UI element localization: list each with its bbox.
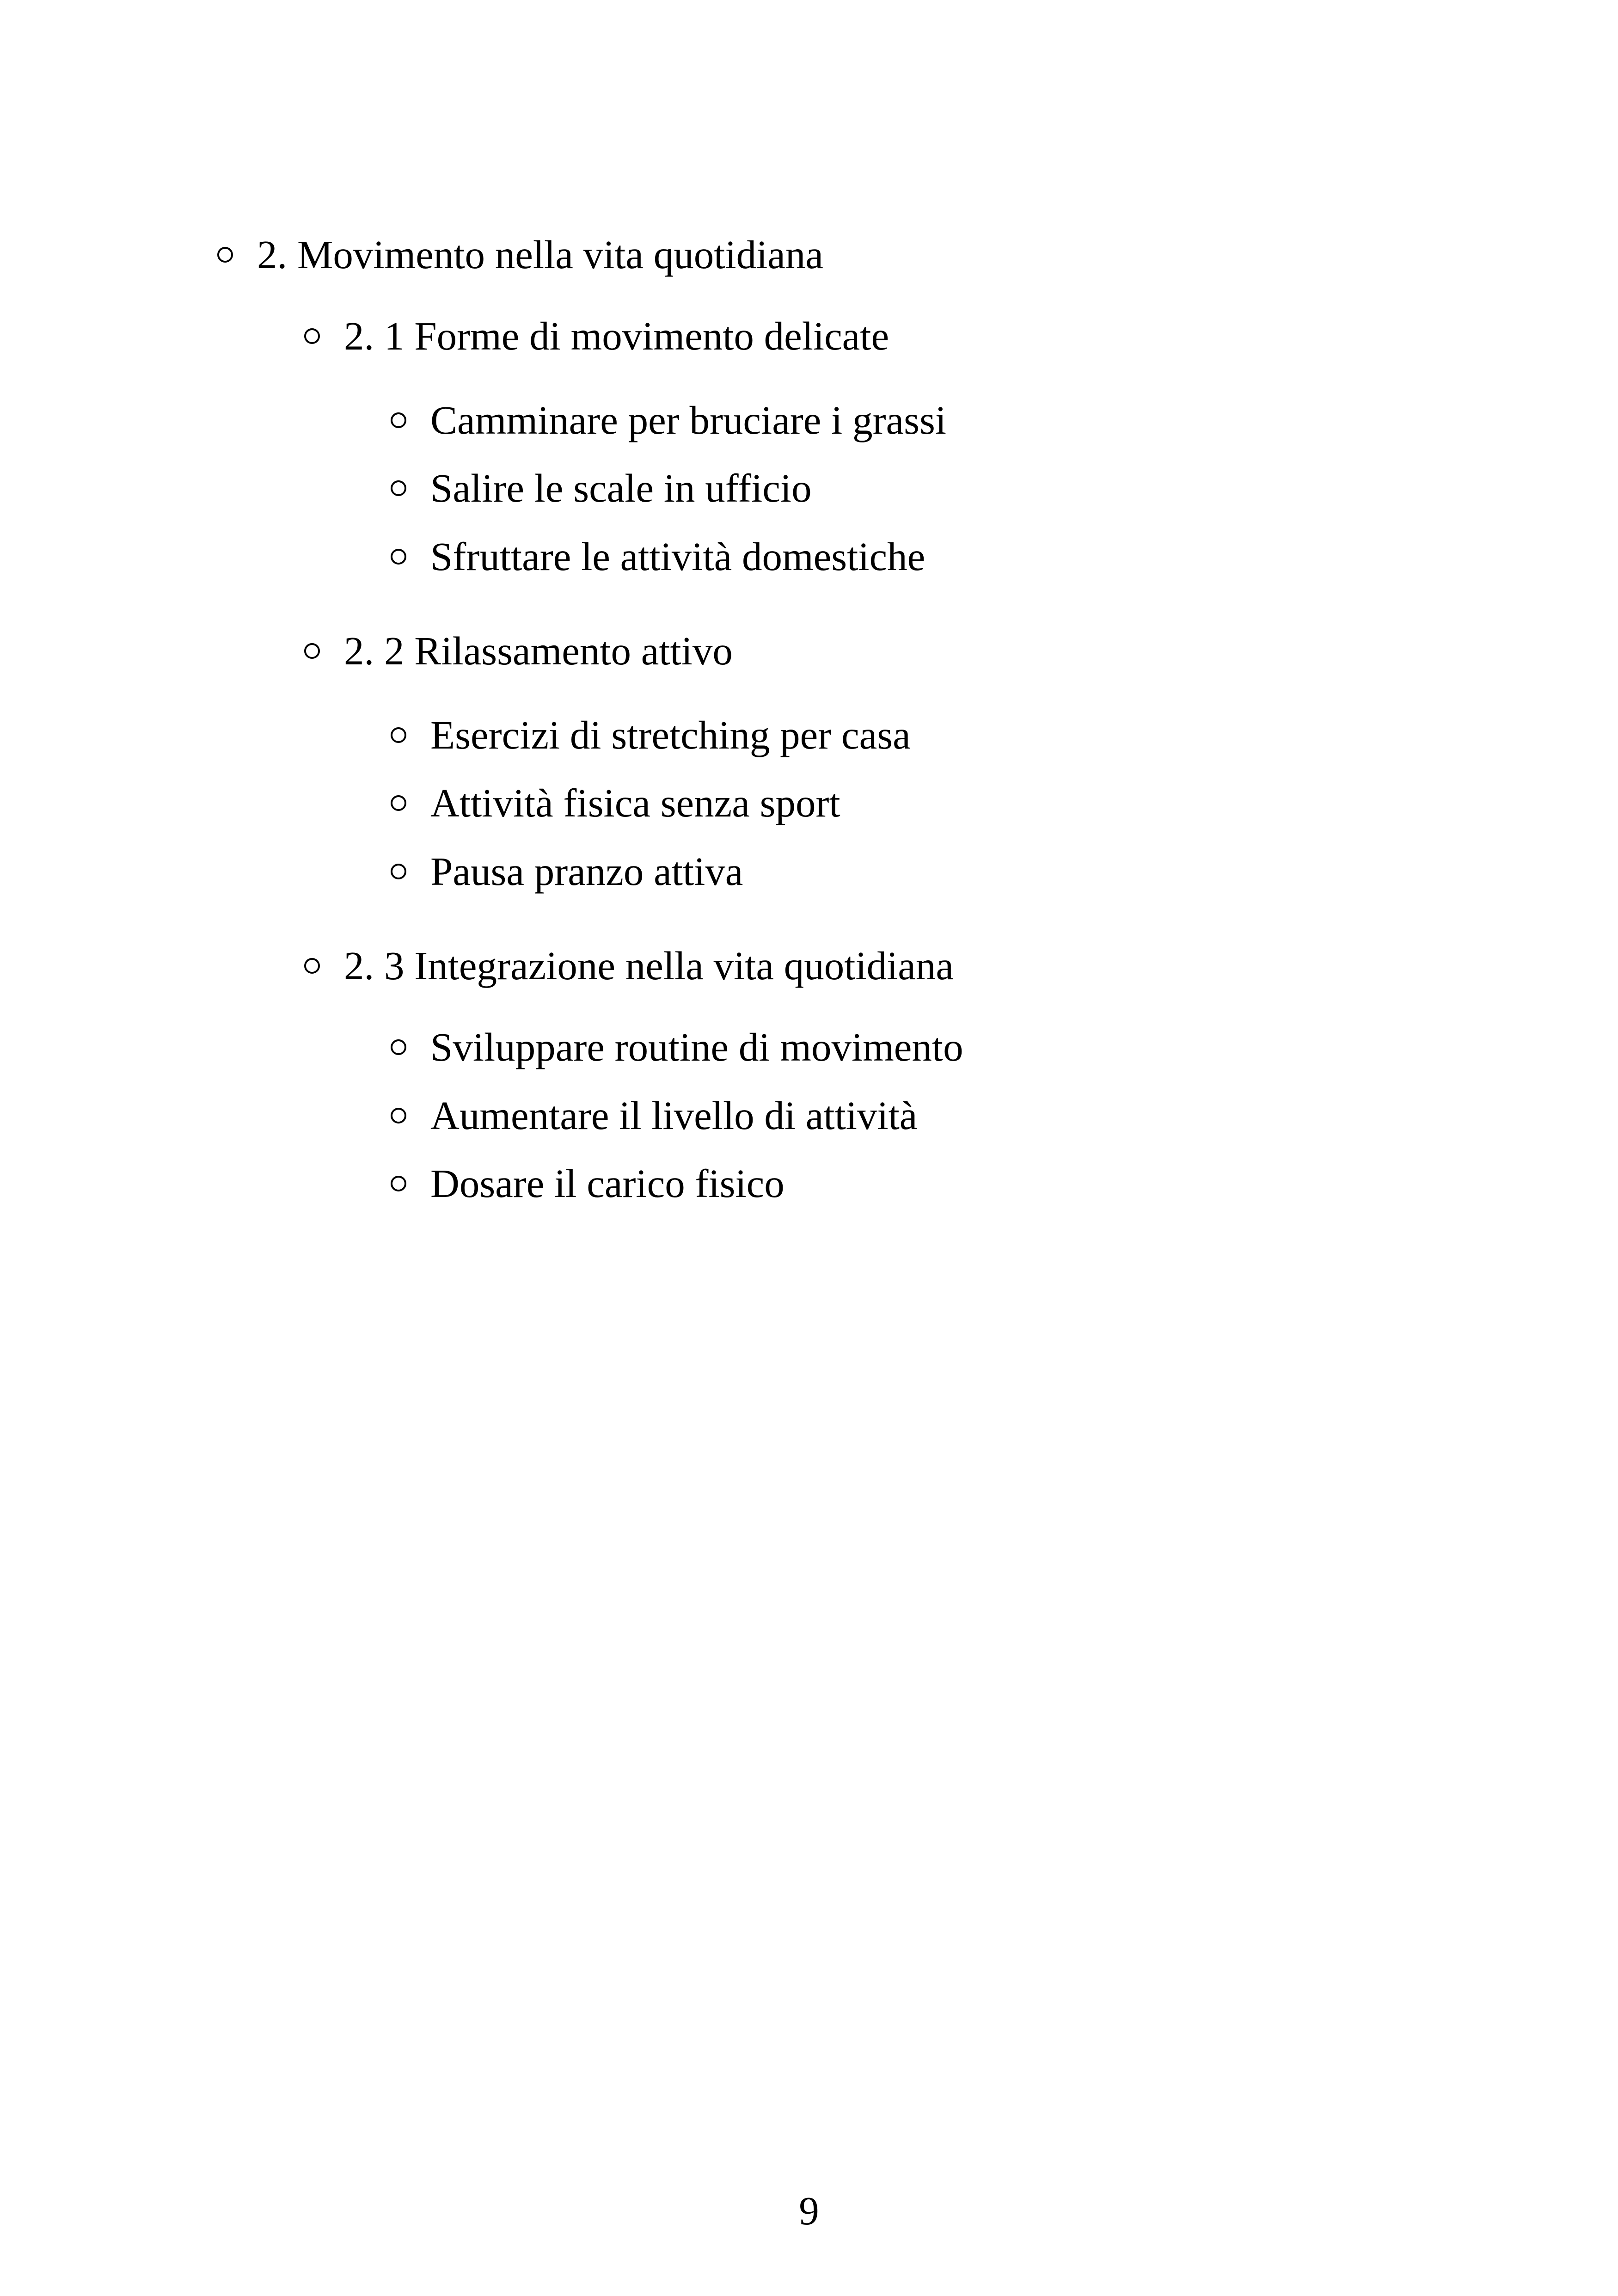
hollow-circle-bullet-icon	[391, 864, 406, 879]
outline-item	[391, 1027, 963, 1067]
section-heading: 2. Movimento nella vita quotidiana	[257, 232, 824, 277]
outline-subsection-2-1	[304, 313, 889, 358]
outline-item	[391, 1161, 784, 1206]
hollow-circle-bullet-icon	[391, 549, 406, 565]
hollow-circle-bullet-icon	[304, 958, 320, 974]
subsection-heading: 2. 1 Forme di movimento delicate	[344, 313, 889, 358]
subsection-heading: 2. 3 Integrazione nella vita quotidiana	[344, 943, 954, 988]
outline-item	[391, 712, 911, 757]
outline-item	[391, 468, 812, 508]
subsection-heading: 2. 2 Rilassamento attivo	[344, 628, 733, 673]
item-label: Sviluppare routine di movimento	[430, 1025, 963, 1069]
outline-subsection-2-3	[304, 945, 954, 986]
hollow-circle-bullet-icon	[391, 795, 406, 811]
hollow-circle-bullet-icon	[391, 1108, 406, 1123]
hollow-circle-bullet-icon	[391, 727, 406, 743]
item-label: Sfruttare le attività domestiche	[430, 534, 925, 579]
hollow-circle-bullet-icon	[391, 1039, 406, 1055]
hollow-circle-bullet-icon	[391, 412, 406, 428]
outline-item	[391, 400, 946, 440]
outline-section-2	[217, 234, 823, 275]
outline-item	[391, 536, 925, 577]
outline-subsection-2-2	[304, 628, 733, 673]
page-number: 9	[799, 2188, 819, 2233]
item-label: Aumentare il livello di attività	[430, 1093, 918, 1138]
item-label: Dosare il carico fisico	[430, 1161, 784, 1206]
outline-item	[391, 849, 743, 894]
hollow-circle-bullet-icon	[391, 1176, 406, 1191]
item-label: Attività fisica senza sport	[430, 780, 840, 825]
item-label: Pausa pranzo attiva	[430, 849, 743, 894]
hollow-circle-bullet-icon	[304, 643, 320, 659]
outline-item	[391, 780, 840, 825]
hollow-circle-bullet-icon	[304, 328, 320, 344]
item-label: Esercizi di stretching per casa	[430, 712, 911, 757]
hollow-circle-bullet-icon	[217, 247, 233, 263]
outline-item	[391, 1095, 917, 1136]
hollow-circle-bullet-icon	[391, 480, 406, 496]
item-label: Camminare per bruciare i grassi	[430, 398, 947, 442]
item-label: Salire le scale in ufficio	[430, 466, 812, 510]
